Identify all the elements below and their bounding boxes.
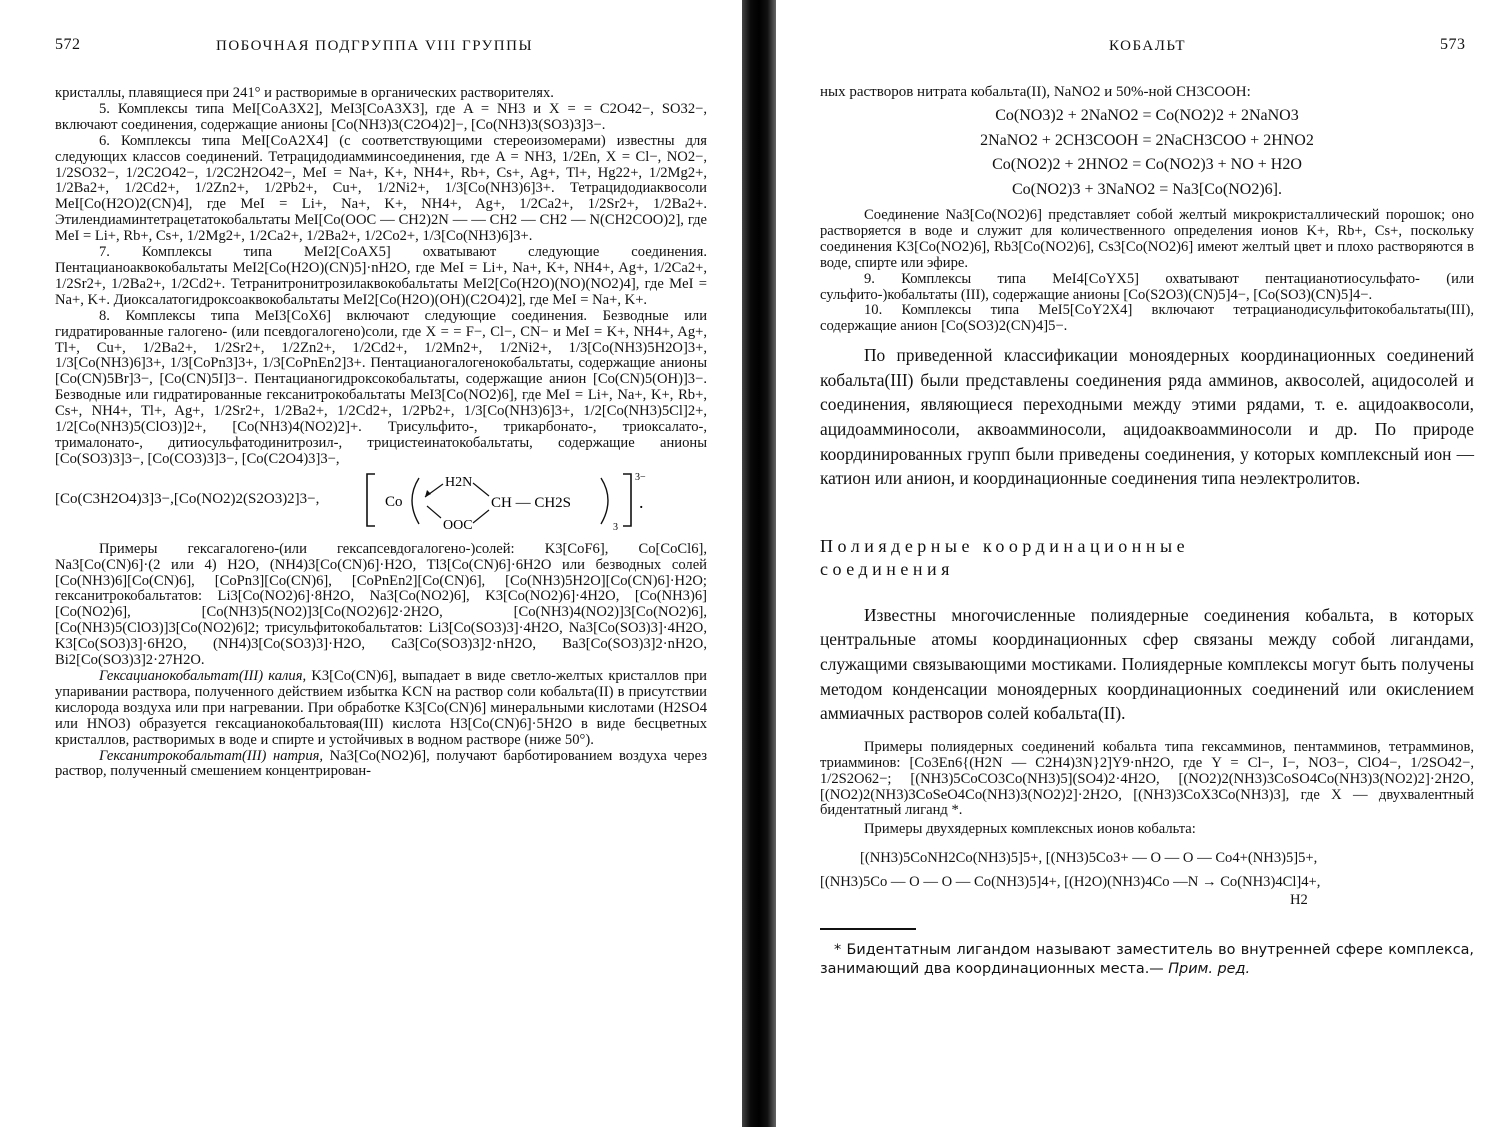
- formula-ch: CH — CH2S: [491, 494, 572, 511]
- right-small-paragraph-9: 9. Комплексы типа MeI4[CoYX5] охватывают пентацианотиосульфато- (или сульфито-)кобальтаты (III), содержащие анионы [Co(S2O3)(CN)5]4−, [Co(SO3)(CN)5]4−.: [820, 270, 1474, 303]
- italic-text-1: K3[Co(CN)6], выпадает в виде светло-желтых кристаллов при упаривании раствора, полученного действием избытка KCN на раствор соли кобальта(II) в присутствии кислорода воздуха или при нагревании. При обработке K3[Co(CN)6] минеральными кислотами (H2SO4 или HNO3) образуется гексацианокобальтовая(III) кислота H3[Co(CN)6]·5H2O в виде бесцветных кристаллов, растворимых в воде и спирте и устойчивых в водном растворе (ниже 50°).: [55, 668, 707, 748]
- h2-label: H2: [1290, 892, 1308, 909]
- binuclear-ions: [820, 846, 1474, 909]
- left-page-number: 572: [55, 36, 81, 53]
- structural-formula: [55, 468, 707, 534]
- formula-sup3: 3−: [635, 471, 646, 483]
- left-paragraph-0: кристаллы, плавящиеся при 241° и растворимые в органических растворителях.: [55, 85, 554, 101]
- right-page-number: 573: [1440, 36, 1466, 53]
- right-body: [820, 84, 1474, 979]
- formula-sub3: 3: [613, 521, 618, 533]
- footnote-block: [820, 928, 1474, 979]
- equation-1: Co(NO3)2 + 2NaNO2 = Co(NO2)2 + 2NaNO3: [995, 107, 1299, 124]
- formula-period: .: [639, 491, 644, 512]
- italic-term-2: Гексанитрокобальтат(III) натрия,: [99, 747, 324, 764]
- formula-part1: [Co(C3H2O4)3]3−,[Co(NO2)2(S2O3)2]3−,: [55, 490, 320, 507]
- left-paragraph-5: 5. Комплексы типа MeI[CoA3X2], MeI3[CoA3X3], где A = NH3 и X = = C2O42−, SO32−, включают соединения, содержащие анионы [Co(NH3)3(C2O4)2]−, [Co(NH3)3(SO3)3]3−.: [55, 100, 707, 133]
- right-page: [776, 0, 1504, 1127]
- left-paragraph-7: 7. Комплексы типа MeI2[CoAX5] охватывают следующие соединения. Пентацианоаквокобальтаты MeI2[Co(H2O)(CN)5]·nH2O, где MeI = Li+, Na+, K+, NH4+, Ag+, 1/2Ca2+, 1/2Sr2+, 1/2Ba2+, 1/2Cd2+. Тетранитронитрозилаквокобальтаты MeI2[Co(H2O)(NO)(NO2)4], где MeI = Na+, K+. Диоксалатогидроксоаквокобальтаты MeI2[Co(H2O)(OH)(C2O4)2], где MeI = Na+, K+.: [55, 244, 707, 308]
- right-small-paragraph-1: Соединение Na3[Co(NO2)6] представляет собой желтый микрокристаллический порошок; оно растворяется в воде и служит для количественного определения ионов K+, Rb+, Cs+, поскольку соединения K3[Co(NO2)6], Rb3[Co(NO2)6], Cs3[Co(NO2)6] имеют желтый цвет и плохо растворяются в воде, спирте или эфире.: [820, 207, 1474, 271]
- right-running-head: КОБАЛЬТ: [1109, 38, 1187, 54]
- footnote-italic: Прим. ред.: [1168, 961, 1251, 978]
- section-heading-line-2: соединения: [820, 558, 954, 579]
- left-paragraph-6: 6. Комплексы типа MeI[CoA2X4] (с соответствующими стереоизомерами) известны для следующих классов соединений. Тетрацидодиамминсоединения, где A = NH3, 1/2En, X = Cl−, NO2−, 1/2SO32−, 1/2C2O42−, 1/2C2H2O42−, MeI = Na+, K+, NH4+, Rb+, Cs+, Ag+, Tl+, Hg22+, 1/2Mg2+, 1/2Ba2+, 1/2Cd2+, 1/2Zn2+, 1/2Pb2+, Cu+, 1/2Ni2+, 1/3[Co(NH3)6]3+. Тетрацидодиаквосоли MeI[Co(H2O)2(CN)4], где MeI = Li+, Na+, K+, NH4+, Ag+, 1/2Ca2+, 1/2Sr2+, 1/2Ba2+. Этилендиаминтетрацетатокобальтаты MeI[Co(OOC — CH2)2N — — CH2 — CH2 — N(CH2COO)2], где MeI = Li+, Rb+, Cs+, 1/2Mg2+, 1/2Ca2+, 1/2Ba2+, 1/2Co2+, 1/3[Co(NH3)6]3+.: [55, 132, 707, 245]
- right-binuclear-intro: Примеры двухядерных комплексных ионов кобальта:: [864, 821, 1196, 838]
- right-small-paragraph-10: 10. Комплексы типа MeI5[CoY2X4] включают тетрацианодисульфитокобальтаты(III), содержащие анион [Co(SO3)2(CN)4]5−.: [820, 302, 1474, 335]
- right-intro: ных растворов нитрата кобальта(II), NaNO2 и 50%-ной CH3COOH:: [820, 84, 1251, 100]
- right-large-paragraph-1: По приведенной классификации моноядерных координационных соединений кобальта(III) были представлены соединения ряда амминов, аквосолей, ацидосолей и соединения, являющиеся переходными между этими рядами, т. е. ацидоаквосоли, ацидоамминосоли, аквоамминосоли, ацидоаквоамминосоли и др. По природе координированных групп были приведены соединения, у которых комплексный ион — катион или анион, и координационные соединения типа неэлектролитов.: [820, 345, 1474, 489]
- left-running-head: ПОБОЧНАЯ ПОДГРУППА VIII ГРУППЫ: [216, 38, 534, 54]
- right-large-paragraph-2: Известны многочисленные полиядерные соединения кобальта, в которых центральные атомы координационных сфер связаны между собой лигандами, служащими связывающими мостиками. Полиядерные комплексы могут быть получены методом конденсации моноядерных координационных соединений или окислением аммиачных растворов солей кобальта(II).: [820, 604, 1474, 724]
- equation-4: Co(NO2)3 + 3NaNO2 = Na3[Co(NO2)6].: [1012, 180, 1282, 198]
- formula-h2n: H2N: [445, 474, 473, 490]
- left-italic-paragraph-2: [55, 749, 707, 781]
- footnote-rule: [820, 928, 916, 930]
- book-gutter: [742, 0, 776, 1127]
- left-examples-paragraph: Примеры гексагалогено-(или гексапсевдогалогено-)солей: K3[CoF6], Co[CoCl6], Na3[Co(CN)6]·(2 или 4) H2O, (NH4)3[Co(CN)6]·H2O, Tl3[Co(CN)6]·6H2O или безводных солей [Co(NH3)6][Co(CN)6], [CoPn3][Co(CN)6], [CoPnEn2][Co(CN)6], [Co(NH3)5H2O][Co(CN)6]·H2O; гексанитрокобальтатов: Li3[Co(NO2)6]·8H2O, Na3[Co(NO2)6], K3[Co(NO2)6]·4H2O, [Co(NH3)6][Co(NO2)6], [Co(NH3)5(NO2)]3[Co(NO2)6]2·2H2O, [Co(NH3)4(NO2)]3[Co(NO2)6], [Co(NH3)5(ClO3)]3[Co(NO2)6]2; трисульфитокобальтатов: Li3[Co(SO3)3]·4H2O, Na3[Co(SO3)3]·4H2O, K3[Co(SO3)3]·6H2O, (NH4)3[Co(SO3)3]·H2O, Ca3[Co(SO3)3]2·nH2O, Ba3[Co(SO3)3]2·nH2O, Bi2[Co(SO3)3]2·27H2O.: [55, 540, 707, 669]
- equation-3: Co(NO2)2 + 2HNO2 = Co(NO2)3 + NO + H2O: [992, 156, 1302, 173]
- footnote-text: * Бидентатным лигандом называют заместитель во внутренней сфере комплекса, занимающий два координационных места.—: [820, 942, 1474, 978]
- formula-co: Co: [385, 493, 403, 510]
- section-heading: [820, 535, 1474, 581]
- binuclear-line-1: [(NH3)5CoNH2Co(NH3)5]5+, [(NH3)5Co3+ — O — O — Co4+(NH3)5]5+,: [860, 850, 1318, 867]
- equation-block: [820, 104, 1474, 202]
- left-page: [0, 0, 742, 1127]
- formula-ooc: OOC: [443, 517, 473, 533]
- right-small-block-1: [820, 208, 1474, 335]
- equation-2: 2NaNO2 + 2CH3COOH = 2NaCH3COO + 2HNO2: [980, 131, 1314, 149]
- footnote: [820, 941, 1474, 979]
- right-polynuclear-examples: Примеры полиядерных соединений кобальта типа гексамминов, пентамминов, тетрамминов, триамминов: [Co3En6{(H2N — C2H4)3N}2]Y9·nH2O, где Y = Cl−, I−, NO3−, ClO4−, 1/2SO42−, 1/2S2O62−; [(NH3)5CoCO3Co(NH3)5](SO4)2·4H2O, [(NO2)2(NH3)3CoSO4Co(NH3)3(NO2)2]·2H2O, [(NO2)2(NH3)3CoSeO4Co(NH3)3(NO2)2]·2H2O, [(NH3)3CoX3Co(NH3)3], где X — двухвалентный бидентатный лиганд *.: [820, 738, 1474, 819]
- italic-text-2: Na3[Co(NO2)6], получают барботированием воздуха через раствор, полученный смешением концентрирован-: [55, 747, 707, 780]
- left-body: [55, 86, 707, 780]
- formula-bracket-svg: [361, 468, 707, 534]
- right-small-block-2: [820, 738, 1474, 909]
- arrow-head: [425, 490, 431, 497]
- italic-term-1: Гексацианокобальтат(III) калия,: [99, 668, 307, 684]
- left-paragraph-8: 8. Комплексы типа MeI3[CoX6] включают следующие соединения. Безводные или гидратированные галогено- (или псевдогалогено)соли, где X = = F−, Cl−, CN− и MeI = K+, NH4+, Ag+, Tl+, Cu+, 1/2Ba2+, 1/2Sr2+, 1/2Zn2+, 1/2Cd2+, 1/2Mn2+, 1/2Ni2+, 1/3[Co(NH3)5H2O]3+, 1/3[Co(NH3)6]3+, 1/3[CoPn3]3+, 1/3[CoPnEn2]3+. Пентацианогалогенокобальтаты, содержащие анионы [Co(CN)5Br]3−, [Co(CN)5I]3−. Пентацианогидроксокобальтаты, содержащие анион [Co(CN)5(OH)]3−. Безводные или гидратированные гексанитрокобальтаты MeI3[Co(NO2)6], где MeI = Li+, Na+, K+, Rb+, Cs+, NH4+, Tl+, Ag+, 1/2Sr2+, 1/2Ba2+, 1/2Cd2+, 1/2Pb2+, 1/3[Co(NH3)6]3+, 1/2[Co(NH3)5Cl]2+, 1/2[Co(NH3)5(ClO3)]2+, [Co(NH3)4(NO2)2]+. Трисульфито-, трикарбонато-, триоксалато-, трималонато-, дитиосульфатодинитрозил-, трицистеинатокобальтаты, содержащие анионы [Co(SO3)3]3−, [Co(CO3)3]3−, [Co(C2O4)3]3−,: [55, 307, 707, 467]
- binuclear-line-2: [(NH3)5Co — O — O — Co(NH3)5]4+, [(H2O)(NH3)4Co —N → Co(NH3)4Cl]4+,: [820, 874, 1321, 891]
- section-heading-line-1: Полиядерные координационные: [820, 535, 1190, 556]
- left-italic-paragraph-1: [55, 669, 707, 749]
